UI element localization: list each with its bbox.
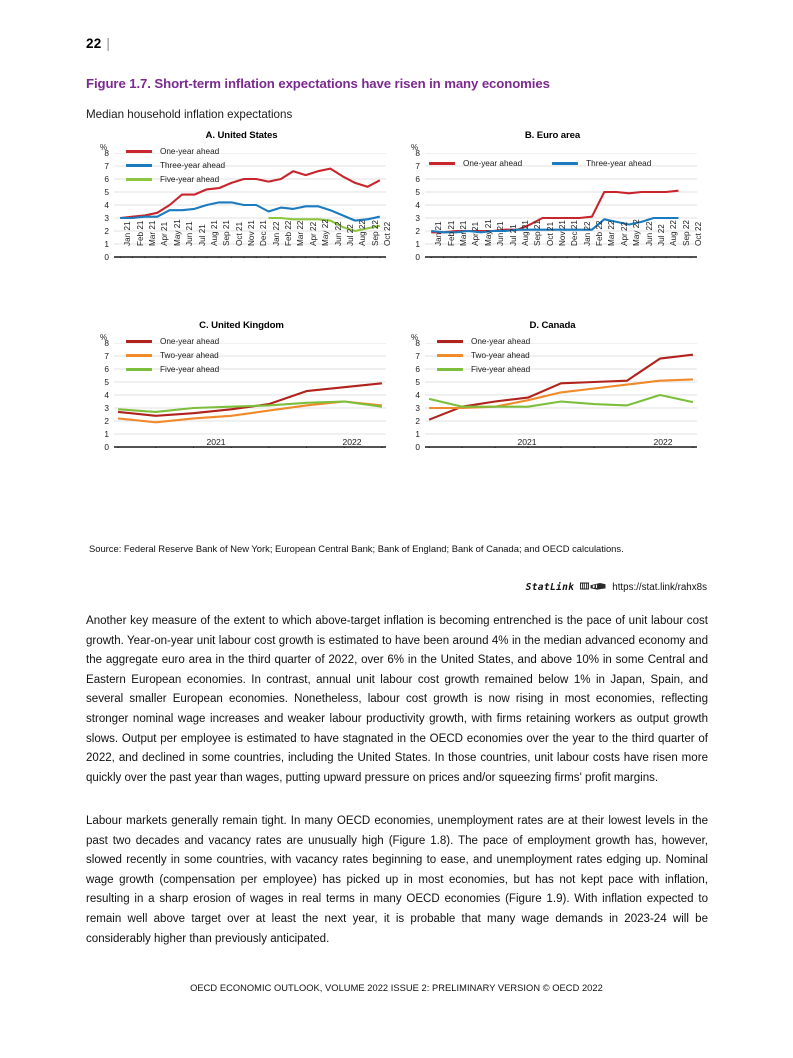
x-tick-label: Jan 22 — [271, 221, 281, 246]
legend-label: Three-year ahead — [160, 161, 226, 170]
x-tick-label: Jul 22 — [345, 224, 355, 246]
legend-label: Two-year ahead — [160, 351, 219, 360]
chart-panel-united-states — [86, 130, 397, 320]
x-tick-label: May 22 — [321, 219, 331, 246]
panel-title: A. United States — [205, 130, 278, 141]
legend-label: One-year ahead — [471, 337, 531, 346]
plot-canvas — [114, 343, 386, 447]
x-tick-label: Nov 21 — [558, 220, 568, 246]
y-tick-label: 1 — [104, 429, 109, 439]
legend-label: Five-year ahead — [471, 365, 531, 374]
y-tick-label: 4 — [104, 200, 109, 210]
y-axis-unit-label: % — [100, 143, 108, 152]
y-axis-unit-label: % — [100, 333, 108, 342]
y-tick-label: 7 — [104, 351, 109, 361]
x-tick-label: Jun 22 — [644, 221, 654, 246]
chart-series-line — [118, 402, 382, 412]
x-tick-label: 2022 — [653, 437, 673, 447]
chart-series-line — [429, 355, 693, 420]
x-tick-label: 2021 — [517, 437, 537, 447]
figure-chart-grid — [86, 130, 708, 480]
x-tick-label: Mar 21 — [148, 220, 158, 246]
y-tick-label: 3 — [415, 403, 420, 413]
x-axis-ticks — [425, 219, 704, 290]
page-number-value: 22 — [86, 36, 102, 51]
panel-title: B. Euro area — [524, 130, 581, 141]
x-tick-label: Apr 21 — [471, 221, 481, 246]
panel-title: D. Canada — [529, 320, 576, 331]
y-tick-label: 6 — [104, 174, 109, 184]
x-tick-label: Oct 21 — [234, 221, 244, 246]
y-tick-label: 2 — [415, 416, 420, 426]
chart-svg — [114, 343, 386, 448]
y-axis-ticks — [397, 148, 423, 262]
page-number — [86, 36, 110, 51]
x-tick-label: Mar 21 — [459, 220, 469, 246]
x-tick-label: Oct 22 — [383, 221, 393, 246]
body-paragraph-2: Labour markets generally remain tight. In many OECD economies, unemployment rates are at their lowest levels in the past two decades and vacancy rates are unusually high (Figure 1.8). The pace of employment growth has, however, slowed recently in some countries, with vacancy rates beginning to ease, and unemployment rates edging up. Nominal wage growth (compensation per employee) has picked up in most economies, but has not kept pace with inflation, resulting in a sharp erosion of wages in real terms in many OECD economies (Figure 1.9). With inflation expected to remain well above target over at least the next year, it is probable that many wage demands in 2023-24 will be considerably higher than previously anticipated. — [86, 815, 708, 945]
x-tick-label: Feb 21 — [446, 220, 456, 246]
y-tick-label: 7 — [415, 351, 420, 361]
x-tick-label: Aug 21 — [520, 220, 530, 246]
panel-title: C. United Kingdom — [199, 320, 284, 331]
plot-canvas — [425, 343, 697, 447]
chart-panel-canada — [397, 320, 708, 480]
chart-panel-euro-area — [397, 130, 708, 320]
x-tick-label: Nov 21 — [247, 220, 257, 246]
x-tick-label: Aug 22 — [669, 220, 679, 246]
x-tick-label: Sep 21 — [222, 220, 232, 246]
legend-label: Two-year ahead — [471, 351, 530, 360]
y-tick-label: 5 — [415, 187, 420, 197]
chart-row-bottom — [86, 320, 708, 480]
x-tick-label: Feb 22 — [595, 220, 605, 246]
y-tick-label: 3 — [104, 403, 109, 413]
x-tick-label: Jan 22 — [582, 221, 592, 246]
legend-label: Five-year ahead — [160, 365, 220, 374]
page-number-divider: | — [106, 36, 111, 51]
x-tick-label: Apr 21 — [160, 221, 170, 246]
x-tick-label: Jan 21 — [434, 221, 444, 246]
x-tick-label: Jun 21 — [185, 221, 195, 246]
x-tick-label: Oct 22 — [694, 221, 704, 246]
x-tick-label: Dec 21 — [570, 220, 580, 246]
x-tick-label: Jan 21 — [123, 221, 133, 246]
x-tick-label: Sep 21 — [533, 220, 543, 246]
y-axis-unit-label: % — [411, 143, 419, 152]
x-tick-label: May 21 — [483, 219, 493, 246]
y-tick-label: 3 — [104, 213, 109, 223]
y-tick-label: 8 — [415, 148, 420, 158]
statlink-row[interactable] — [526, 581, 707, 593]
y-tick-label: 0 — [104, 442, 109, 452]
y-tick-label: 1 — [415, 239, 420, 249]
y-tick-label: 4 — [104, 390, 109, 400]
y-tick-label: 6 — [104, 364, 109, 374]
figure-title: Figure 1.7. Short-term inflation expectations have risen in many economies — [86, 76, 550, 91]
legend-label: One-year ahead — [160, 337, 220, 346]
y-tick-label: 5 — [415, 377, 420, 387]
x-tick-label: Apr 22 — [308, 221, 318, 246]
figure-source-note: Source: Federal Reserve Bank of New York; European Central Bank; Bank of England; Bank of Canada; and OECD calculations. — [89, 543, 624, 554]
body-paragraph-1: Another key measure of the extent to which above-target inflation is becoming entrenched is the pace of unit labour cost growth. Year-on-year unit labour cost growth is estimated to have been around 4% in the median advanced economy and the aggregate euro area in the third quarter of 2022, over 6% in the United States, and above 10% in some Central and Eastern European economies. In contrast, annual unit labour cost growth remained below 1% in Japan, Spain, and several smaller European economies. Nonetheless, labour cost growth is now rising in most economies, reflecting stronger nominal wage increases and weaker labour productivity growth, with firms retaining workers as output growth slows. Output per employee is estimated to have stagnated in the OECD economies over the year to the third quarter of 2022, and declined in some countries, including the United States. In those countries, unit labour costs have risen more quickly over the past year than wages, putting upward pressure on prices and/or squeezing firms' profit margins. — [86, 615, 708, 784]
x-tick-label: Sep 22 — [681, 220, 691, 246]
x-tick-label: May 21 — [172, 219, 182, 246]
x-tick-label: Mar 22 — [296, 220, 306, 246]
x-tick-label: Feb 22 — [284, 220, 294, 246]
y-tick-label: 2 — [104, 416, 109, 426]
legend-label: One-year ahead — [160, 147, 220, 156]
y-tick-label: 8 — [104, 148, 109, 158]
x-tick-label: Jun 22 — [333, 221, 343, 246]
x-tick-label: Feb 21 — [135, 220, 145, 246]
statlink-url[interactable]: https://stat.link/rahx8s — [612, 581, 707, 593]
x-tick-label: Oct 21 — [545, 221, 555, 246]
y-tick-label: 1 — [415, 429, 420, 439]
y-tick-label: 2 — [104, 226, 109, 236]
page-footer: OECD ECONOMIC OUTLOOK, VOLUME 2022 ISSUE 2: PRELIMINARY VERSION © OECD 2022 — [190, 983, 603, 993]
y-tick-label: 0 — [415, 252, 420, 262]
chart-svg — [425, 343, 697, 448]
x-tick-label: Jun 21 — [496, 221, 506, 246]
y-tick-label: 0 — [104, 252, 109, 262]
y-tick-label: 1 — [104, 239, 109, 249]
statlink-qr-icon — [580, 581, 606, 593]
x-axis-ticks — [114, 219, 393, 290]
x-tick-label: 2022 — [342, 437, 362, 447]
chart-panel-united-kingdom — [86, 320, 397, 480]
y-tick-label: 5 — [104, 377, 109, 387]
x-tick-label: Dec 21 — [259, 220, 269, 246]
y-tick-label: 6 — [415, 174, 420, 184]
chart-row-top — [86, 130, 708, 320]
y-tick-label: 0 — [415, 442, 420, 452]
x-axis-ticks — [425, 437, 697, 451]
y-axis-ticks — [86, 148, 112, 262]
y-tick-label: 4 — [415, 200, 420, 210]
figure-subtitle: Median household inflation expectations — [86, 108, 293, 121]
y-tick-label: 7 — [415, 161, 420, 171]
x-tick-label: May 22 — [632, 219, 642, 246]
y-tick-label: 4 — [415, 390, 420, 400]
x-tick-label: Apr 22 — [619, 221, 629, 246]
y-tick-label: 5 — [104, 187, 109, 197]
y-tick-label: 6 — [415, 364, 420, 374]
legend-label: Five-year ahead — [160, 175, 220, 184]
x-tick-label: Jul 21 — [197, 224, 207, 246]
x-tick-label: Jul 21 — [508, 224, 518, 246]
y-tick-label: 7 — [104, 161, 109, 171]
statlink-label: StatLink — [525, 581, 575, 593]
x-tick-label: Aug 22 — [358, 220, 368, 246]
y-tick-label: 3 — [415, 213, 420, 223]
x-tick-label: Sep 22 — [370, 220, 380, 246]
x-tick-label: 2021 — [206, 437, 226, 447]
x-tick-label: Jul 22 — [656, 224, 666, 246]
y-axis-ticks — [397, 338, 423, 452]
legend-label: One-year ahead — [463, 159, 523, 168]
y-tick-label: 2 — [415, 226, 420, 236]
y-tick-label: 8 — [415, 338, 420, 348]
y-axis-unit-label: % — [411, 333, 419, 342]
y-axis-ticks — [86, 338, 112, 452]
x-tick-label: Mar 22 — [607, 220, 617, 246]
y-tick-label: 8 — [104, 338, 109, 348]
x-axis-ticks — [114, 437, 386, 451]
legend-label: Three-year ahead — [586, 159, 652, 168]
chart-series-line — [120, 169, 380, 218]
x-tick-label: Aug 21 — [209, 220, 219, 246]
